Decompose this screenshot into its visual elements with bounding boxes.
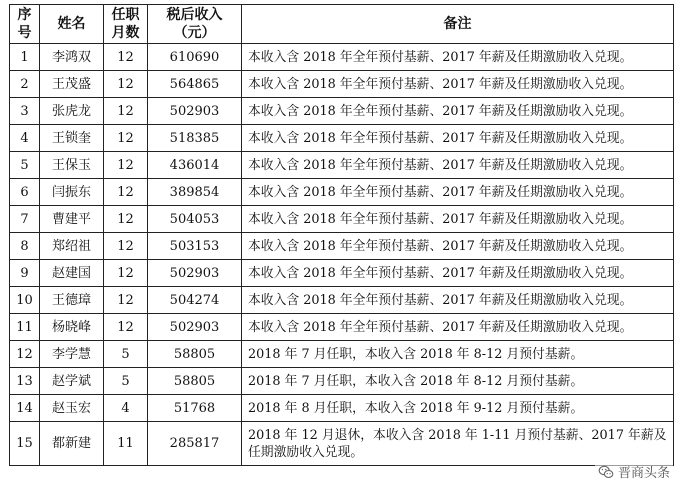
cell-name: 杨晓峰 [40,314,104,341]
cell-months: 12 [104,179,148,206]
cell-income: 51768 [148,395,242,422]
table-row [10,179,674,206]
cell-name: 王德璋 [40,287,104,314]
cell-seq: 15 [10,422,40,466]
cell-months: 5 [104,368,148,395]
header-name: 姓名 [40,5,104,44]
header-row [10,5,674,44]
cell-note: 2018 年 8 月任职，本收入含 2018 年 9-12 月预付基薪。 [242,395,674,422]
table-row [10,44,674,71]
cell-months: 12 [104,314,148,341]
cell-name: 李学慧 [40,341,104,368]
table-row [10,260,674,287]
cell-seq: 3 [10,98,40,125]
cell-income: 518385 [148,125,242,152]
cell-note: 本收入含 2018 年全年预付基薪、2017 年薪及任期激励收入兑现。 [242,71,674,98]
cell-name: 赵玉宏 [40,395,104,422]
watermark-text: 晋商头条 [617,466,670,481]
cell-note: 2018 年 7 月任职，本收入含 2018 年 8-12 月预付基薪。 [242,341,674,368]
cell-seq: 4 [10,125,40,152]
cell-income: 58805 [148,368,242,395]
cell-note: 本收入含 2018 年全年预付基薪、2017 年薪及任期激励收入兑现。 [242,287,674,314]
cell-seq: 13 [10,368,40,395]
cell-seq: 11 [10,314,40,341]
cell-income: 504274 [148,287,242,314]
cell-months: 11 [104,422,148,466]
table-row [10,152,674,179]
cell-seq: 9 [10,260,40,287]
cell-income: 502903 [148,314,242,341]
cell-name: 王保玉 [40,152,104,179]
salary-table [9,4,674,466]
cell-income: 503153 [148,233,242,260]
cell-months: 12 [104,233,148,260]
cell-seq: 10 [10,287,40,314]
cell-note: 本收入含 2018 年全年预付基薪、2017 年薪及任期激励收入兑现。 [242,44,674,71]
cell-name: 都新建 [40,422,104,466]
cell-name: 曹建平 [40,206,104,233]
header-income: 税后收入（元） [148,5,242,44]
cell-seq: 8 [10,233,40,260]
cell-income: 285817 [148,422,242,466]
cell-note: 本收入含 2018 年全年预付基薪、2017 年薪及任期激励收入兑现。 [242,152,674,179]
cell-seq: 6 [10,179,40,206]
cell-income: 502903 [148,98,242,125]
cell-income: 58805 [148,341,242,368]
cell-months: 5 [104,341,148,368]
table-row [10,341,674,368]
cell-name: 郑绍祖 [40,233,104,260]
cell-seq: 5 [10,152,40,179]
cell-months: 12 [104,125,148,152]
cell-name: 赵建国 [40,260,104,287]
wechat-icon [598,464,614,480]
cell-name: 李鸿双 [40,44,104,71]
table-row [10,98,674,125]
watermark [595,461,673,482]
table-row [10,71,674,98]
cell-note: 本收入含 2018 年全年预付基薪、2017 年薪及任期激励收入兑现。 [242,125,674,152]
cell-seq: 2 [10,71,40,98]
header-note: 备注 [242,5,674,44]
cell-months: 12 [104,44,148,71]
cell-note: 本收入含 2018 年全年预付基薪、2017 年薪及任期激励收入兑现。 [242,233,674,260]
cell-months: 4 [104,395,148,422]
cell-months: 12 [104,98,148,125]
cell-note: 本收入含 2018 年全年预付基薪、2017 年薪及任期激励收入兑现。 [242,98,674,125]
table-row [10,233,674,260]
cell-note: 2018 年 12 月退休，本收入含 2018 年 1-11 月预付基薪、2017 年薪及任期激励收入兑现。 [242,422,674,466]
cell-note: 本收入含 2018 年全年预付基薪、2017 年薪及任期激励收入兑现。 [242,314,674,341]
cell-name: 赵学斌 [40,368,104,395]
cell-seq: 12 [10,341,40,368]
cell-note: 2018 年 7 月任职，本收入含 2018 年 8-12 月预付基薪。 [242,368,674,395]
cell-income: 389854 [148,179,242,206]
cell-income: 502903 [148,260,242,287]
cell-income: 504053 [148,206,242,233]
cell-note: 本收入含 2018 年全年预付基薪、2017 年薪及任期激励收入兑现。 [242,206,674,233]
table-row [10,395,674,422]
cell-months: 12 [104,152,148,179]
cell-name: 张虎龙 [40,98,104,125]
cell-seq: 1 [10,44,40,71]
table-row [10,314,674,341]
table-row [10,125,674,152]
cell-seq: 14 [10,395,40,422]
cell-note: 本收入含 2018 年全年预付基薪、2017 年薪及任期激励收入兑现。 [242,179,674,206]
table-row [10,206,674,233]
header-seq: 序号 [10,5,40,44]
cell-income: 610690 [148,44,242,71]
table-row [10,287,674,314]
cell-income: 436014 [148,152,242,179]
cell-months: 12 [104,260,148,287]
header-months: 任职月数 [104,5,148,44]
cell-months: 12 [104,287,148,314]
cell-name: 闫振东 [40,179,104,206]
cell-income: 564865 [148,71,242,98]
table-row [10,368,674,395]
cell-months: 12 [104,71,148,98]
cell-months: 12 [104,206,148,233]
cell-seq: 7 [10,206,40,233]
cell-name: 王锁奎 [40,125,104,152]
cell-note: 本收入含 2018 年全年预付基薪、2017 年薪及任期激励收入兑现。 [242,260,674,287]
table-row [10,422,674,466]
cell-name: 王茂盛 [40,71,104,98]
